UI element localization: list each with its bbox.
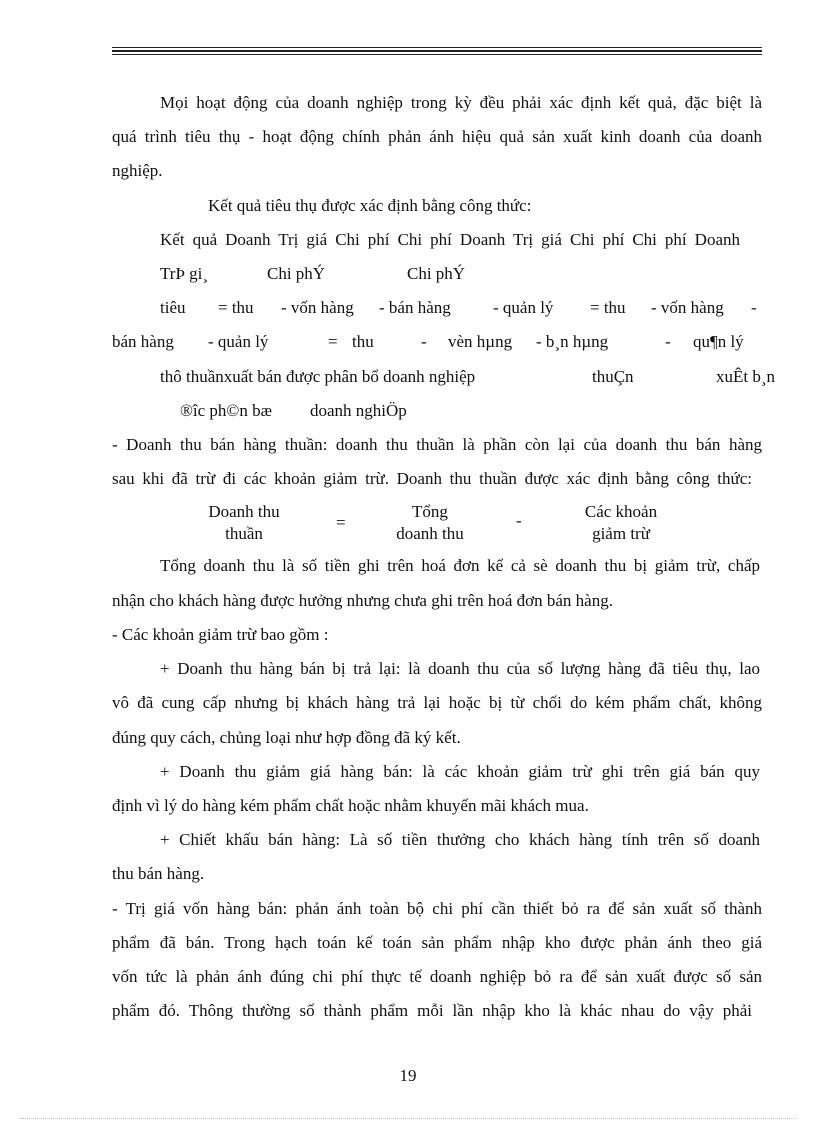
para5-line1: + Doanh thu hàng bán bị trả lại: là doanh thu của số lượng hàng đã tiêu thụ, lao	[160, 659, 760, 678]
formula1-row4-f: vèn hµng	[448, 332, 513, 351]
para1-line2: quá trình tiêu thụ - hoạt động chính phản ánh hiệu quả sản xuất kinh doanh của doanh	[112, 127, 762, 146]
formula2-total-revenue-line1: Tổng	[412, 502, 448, 521]
header-rule-bottom	[112, 54, 762, 55]
formula1-row3-b: = thu	[218, 298, 254, 317]
page-number: 19	[399, 1066, 417, 1085]
formula2-minus: -	[516, 511, 522, 530]
formula1-row3-f: = thu	[590, 298, 626, 317]
formula1-row4-i: qu¶n lý	[693, 332, 744, 351]
para7-line2: thu bán hàng.	[112, 864, 205, 883]
formula-intro: Kết quả tiêu thụ được xác định bằng công thức:	[208, 196, 532, 215]
formula1-row5-a: thô thuầnxuất bán được phân bổ doanh nghiệp	[160, 367, 476, 386]
formula2-deductions-line1: Các khoản	[584, 502, 658, 521]
formula1-row6-b: doanh nghiÖp	[310, 401, 407, 420]
formula1-row5-b: thuÇn	[592, 367, 634, 386]
para2-line1: - Doanh thu bán hàng thuần: doanh thu thuần là phần còn lại của doanh thu bán hàng	[112, 435, 762, 454]
formula1-row2-b: Chi phÝ	[267, 264, 326, 283]
formula1-row4-h: -	[665, 332, 671, 351]
formula1-row4-d: thu	[352, 332, 374, 351]
para8-line4: phẩm đó. Thông thường số thành phẩm mỗi lần nhập kho là khác nhau do vậy phải	[112, 1001, 752, 1020]
formula1-row2-c: Chi phÝ	[407, 264, 466, 283]
para5-line3: đúng quy cách, chủng loại như hợp đồng đã ký kết.	[112, 728, 461, 747]
formula2-deductions-line2: giảm trừ	[592, 524, 650, 543]
para3-line1: Tổng doanh thu là số tiền ghi trên hoá đơn kể cả sè doanh thu bị giảm trừ, chấp	[160, 556, 760, 575]
formula2-total-revenue-line2: doanh thu	[396, 524, 464, 543]
para8-line3: vốn tức là phản ánh đúng chi phí thực tế doanh nghiệp bỏ ra để sản xuất được số sản	[112, 967, 762, 986]
header-rule-middle	[112, 50, 762, 52]
formula1-row2-a: TrÞ gi¸	[160, 264, 209, 283]
formula1-row3-e: - quản lý	[493, 298, 554, 317]
formula1-row3-d: - bán hàng	[379, 298, 451, 317]
formula1-row3-h: -	[751, 298, 757, 317]
para8-line1: - Trị giá vốn hàng bán: phản ánh toàn bộ chi phí cần thiết bỏ ra để sản xuất số thành	[112, 899, 762, 918]
formula1-row3-g: - vốn hàng	[651, 298, 724, 317]
para6-line1: + Doanh thu giảm giá hàng bán: là các khoản giảm trừ ghi trên giá bán quy	[160, 762, 760, 781]
para5-line2: vô đã cung cấp nhưng bị khách hàng trả lại hoặc bị từ chối do kém phẩm chất, không	[112, 693, 762, 712]
para1-line1: Mọi hoạt động của doanh nghiệp trong kỳ đều phải xác định kết quả, đặc biệt là	[160, 93, 762, 112]
para7-line1: + Chiết khấu bán hàng: Là số tiền thưởng cho khách hàng tính trên số doanh	[160, 830, 760, 849]
para4: - Các khoản giảm trừ bao gồm :	[112, 625, 329, 644]
header-rule-top	[112, 47, 762, 48]
para8-line2: phẩm đã bán. Trong hạch toán kế toán sản phẩm nhập kho được phản ánh theo giá	[112, 933, 762, 952]
para2-line2: sau khi đã trừ đi các khoản giảm trừ. Doanh thu thuần được xác định bằng công thức:	[112, 469, 752, 488]
formula1-row4-g: - b¸n hµng	[536, 332, 609, 351]
formula1-row1: Kết quả Doanh Trị giá Chi phí Chi phí Doanh Trị giá Chi phí Chi phí Doanh	[160, 230, 740, 249]
para6-line2: định vì lý do hàng kém phẩm chất hoặc nhằm khuyến mãi khách mua.	[112, 796, 589, 815]
formula1-row3-a: tiêu	[160, 298, 186, 317]
para3-line2: nhận cho khách hàng được hưởng nhưng chưa ghi trên hoá đơn bán hàng.	[112, 591, 613, 610]
formula1-row6-a: ®îc ph©n bæ	[180, 401, 272, 420]
formula1-row5-c: xuÊt b¸n	[716, 367, 776, 386]
formula2-net-revenue-line2: thuần	[225, 524, 263, 543]
page-bottom-border	[20, 1118, 796, 1119]
formula1-row4-b: - quản lý	[208, 332, 269, 351]
formula1-row3-c: - vốn hàng	[281, 298, 354, 317]
formula2-equals: =	[336, 513, 346, 532]
formula1-row4-c: =	[328, 332, 338, 351]
formula2-net-revenue-line1: Doanh thu	[208, 502, 280, 521]
formula1-row4-a: bán hàng	[112, 332, 174, 351]
para1-line3: nghiệp.	[112, 161, 163, 180]
formula1-row4-e: -	[421, 332, 427, 351]
